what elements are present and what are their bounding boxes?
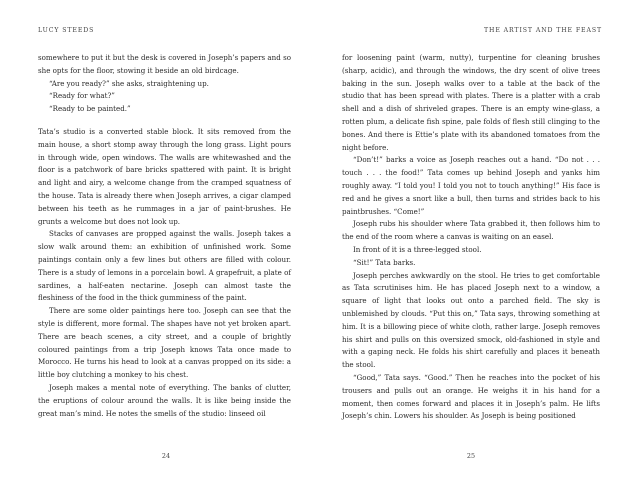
paragraph: for loosening paint (warm, nutty), turpentine for cleaning brushes (sharp, acidic), and through the windows, the dry scent of olive trees baking in the sun. Joseph walks over to a table at the back of the studio that has been spread with plates. There is a platter with a crab shell and a dish of shriveled grapes. There is an empty wine-glass, a rotten plum, a delicate fish spine, pale folds of flesh still clinging to the bones. And there is Ettie’s plate with its abandoned tomatoes from the night before.	[342, 53, 600, 152]
right-page	[320, 0, 640, 480]
paragraph: “Are you ready?” she asks, straightening up.	[49, 78, 209, 88]
paragraph: “Ready to be painted.”	[49, 104, 131, 114]
right-page-text	[342, 52, 600, 423]
paragraph: There are some older paintings here too. Joseph can see that the style is different, more formal. The shapes have not yet broken apart. There are beach scenes, a city street, and a couple of brightly coloured paintings from a trip Joseph knows Tata once made to Morocco. He turns his head to look at a canvas propped on its side: a little boy clutching a monkey to his chest.	[38, 306, 291, 380]
paragraph: “Sit!” Tata barks.	[353, 257, 416, 267]
paragraph: somewhere to put it but the desk is covered in Joseph’s papers and so she opts for the floor, stowing it beside an old birdcage.	[38, 53, 291, 75]
paragraph: Stacks of canvases are propped against the walls. Joseph takes a slow walk around them: an exhibition of unfinished work. Some paintings contain only a few lines but others are filled with colour. There is a study of lemons in a porcelain bowl. A grapefruit, a plate of sardines, a half-eaten nectarine. Joseph can almost taste the fleshiness of the food in the thick gumminess of the paint.	[38, 229, 291, 303]
paragraph: “Don’t!” barks a voice as Joseph reaches out a hand. “Do not . . . touch . . . the food!” Tata comes up behind Joseph and yanks him roughly away. “I told you! I told you not to touch anything!” His face is red and he gives a snort like a bull, then turns and strides back to his paintbrushes. “Come!”	[342, 155, 600, 216]
left-page-text	[38, 52, 291, 420]
page-number-right: 25	[466, 452, 476, 460]
running-head-left: LUCY STEEDS	[38, 27, 95, 34]
paragraph: Joseph perches awkwardly on the stool. He tries to get comfortable as Tata scrutinises him. He has placed Joseph next to a window, a square of light that looks out onto a parched field. The sky is unblemished by clouds. “Put this on,” Tata says, throwing something at him. It is a billowing piece of white cloth, rather large. Joseph removes his shirt and pulls on this oversized smock, old-fashioned in style and with a gaping neck. He folds his shirt carefully and places it beneath the stool.	[342, 270, 600, 370]
page-number-left: 24	[161, 452, 171, 460]
paragraph: In front of it is a three-legged stool.	[353, 244, 482, 254]
paragraph: “Ready for what?”	[49, 91, 115, 101]
paragraph: “Good,” Tata says. “Good.” Then he reaches into the pocket of his trousers and pulls out an orange. He weighs it in his hand for a moment, then comes forward and places it in Joseph’s palm. He lifts Joseph’s chin. Lowers his shoulder. As Joseph is being positioned	[342, 372, 600, 421]
paragraph: Joseph rubs his shoulder where Tata grabbed it, then follows him to the end of the room where a canvas is waiting on an easel.	[342, 219, 600, 242]
running-head-right: THE ARTIST AND THE FEAST	[484, 27, 602, 34]
paragraph: Joseph makes a mental note of everything. The banks of clutter, the eruptions of colour around the walls. It is like being inside the great man’s mind. He notes the smells of the studio: linseed oil	[38, 382, 291, 418]
paragraph: Tata’s studio is a converted stable block. It sits removed from the main house, a short stomp away through the long grass. Light pours in through wide, open windows. The walls are whitewashed and the floor is a patchwork of bare bricks spattered with paint. It is bright and light and airy, a welcome change from the cramped squatness of the house. Tata is already there when Joseph arrives, a cigar clamped between his teeth as he rummages in a jar of paint-brushes. He grunts a welcome but does not look up.	[38, 126, 291, 226]
